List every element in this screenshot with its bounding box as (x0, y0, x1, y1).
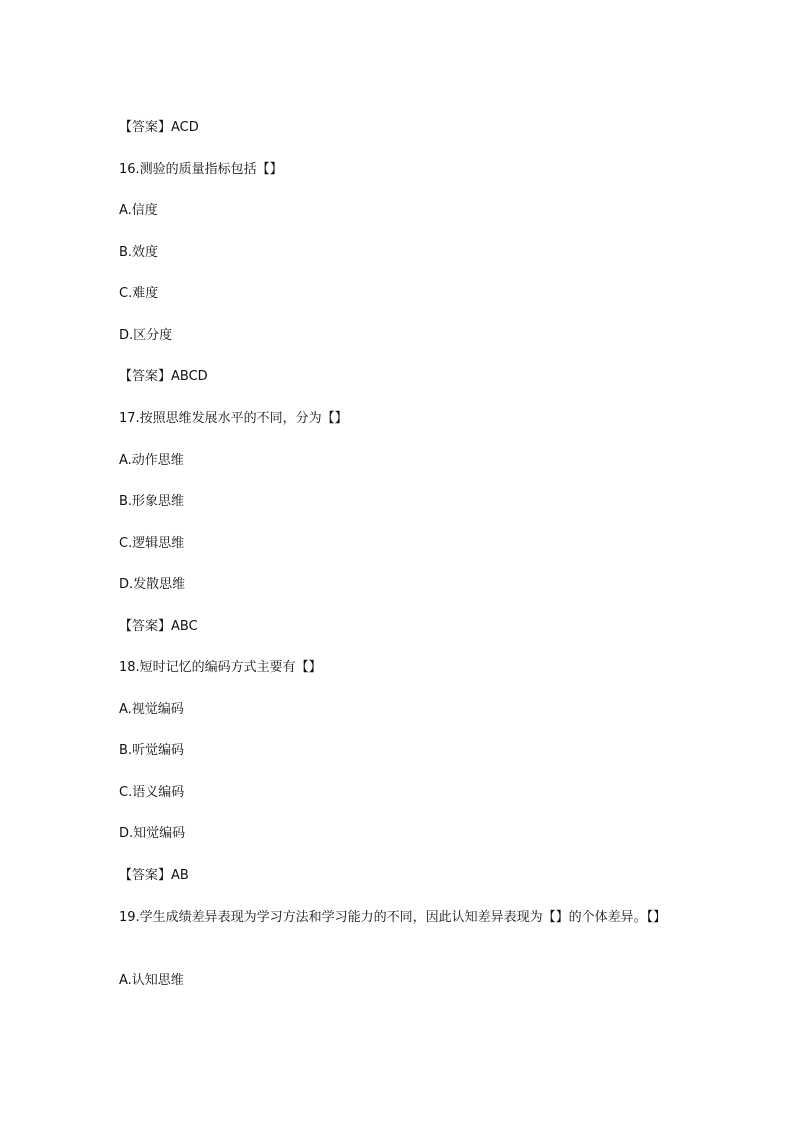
option-19-a: A.认知思维 (119, 973, 184, 988)
answer-17: 【答案】ABC (119, 619, 198, 634)
option-18-c: C.语义编码 (119, 785, 185, 800)
option-16-d: D.区分度 (119, 328, 173, 343)
question-19: 19.学生成绩差异表现为学习方法和学习能力的不同，因此认知差异表现为【】的个体差异。【】 (119, 910, 667, 925)
answer-16: 【答案】ABCD (119, 369, 208, 384)
question-17: 17.按照思维发展水平的不同，分为【】 (119, 411, 348, 426)
option-17-d: D.发散思维 (119, 577, 186, 592)
option-18-b: B.听觉编码 (119, 743, 185, 758)
answer-18: 【答案】AB (119, 868, 189, 883)
option-16-a: A.信度 (119, 203, 158, 218)
option-17-a: A.动作思维 (119, 453, 184, 468)
option-18-d: D.知觉编码 (119, 826, 186, 841)
option-18-a: A.视觉编码 (119, 702, 184, 717)
option-16-c: C.难度 (119, 286, 159, 301)
answer-15: 【答案】ACD (119, 120, 199, 135)
question-18: 18.短时记忆的编码方式主要有【】 (119, 660, 322, 675)
option-17-b: B.形象思维 (119, 494, 185, 509)
question-16: 16.测验的质量指标包括【】 (119, 162, 283, 177)
option-17-c: C.逻辑思维 (119, 536, 185, 551)
option-16-b: B.效度 (119, 245, 159, 260)
